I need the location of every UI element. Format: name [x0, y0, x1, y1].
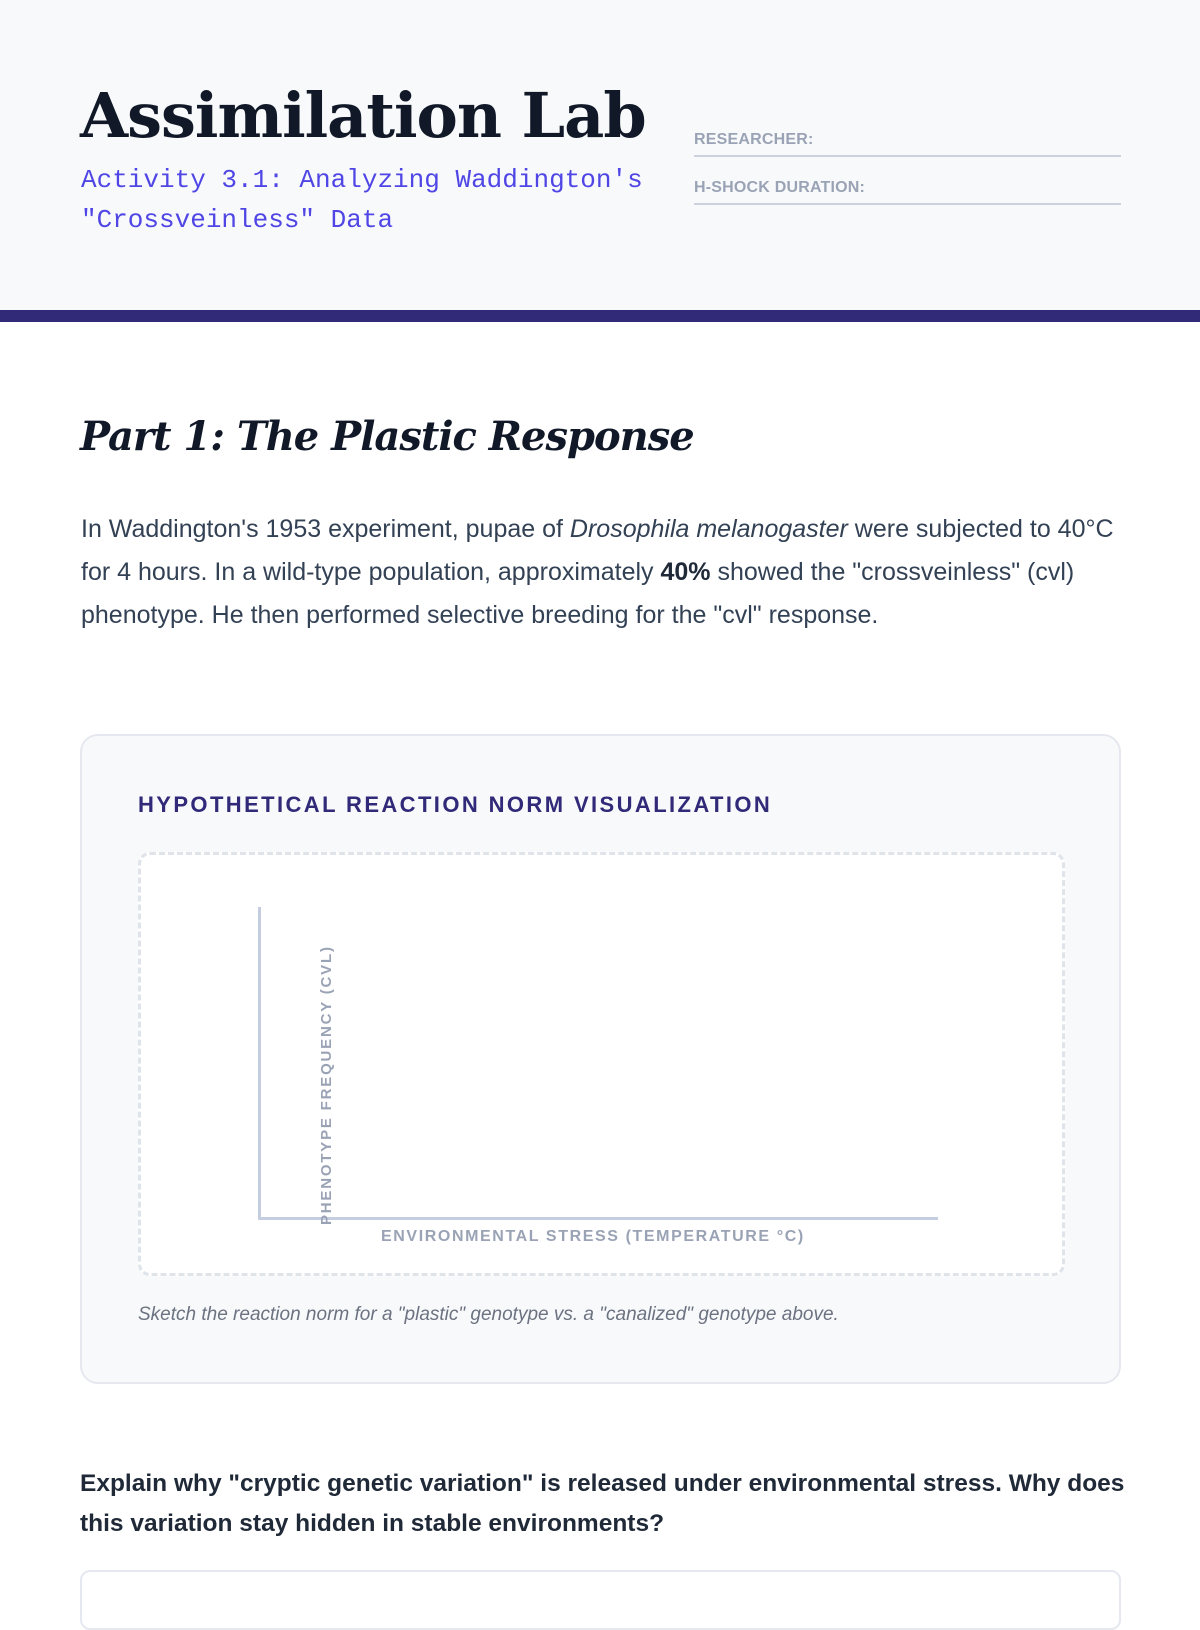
x-axis-line — [258, 1217, 938, 1220]
y-axis-label: PHENOTYPE FREQUENCY (CVL) — [318, 945, 335, 1225]
x-axis-label: ENVIRONMENTAL STRESS (TEMPERATURE °C) — [381, 1228, 805, 1245]
answer-textarea[interactable] — [80, 1570, 1121, 1630]
intro-text-1: In Waddington's 1953 experiment, pupae of — [81, 515, 570, 543]
intro-text-2: were subjected to 40°C for 4 hours. In a wild-type population, approximately — [81, 515, 1114, 586]
heat-shock-duration-field[interactable] — [694, 175, 1121, 205]
heat-shock-duration-label: H-SHOCK DURATION: — [694, 179, 866, 196]
researcher-label: RESEARCHER: — [694, 131, 814, 148]
researcher-field[interactable] — [694, 127, 1121, 157]
page-title: Assimilation Lab — [80, 79, 646, 152]
activity-subtitle: Activity 3.1: Analyzing Waddington's "Crossveinless" Data — [81, 165, 643, 235]
intro-paragraph — [81, 508, 1121, 637]
y-axis-line — [258, 907, 261, 1220]
phenotype-percentage: 40% — [660, 558, 711, 586]
reaction-norm-panel — [80, 734, 1121, 1384]
worksheet-header — [0, 0, 1200, 322]
sketch-instruction-caption: Sketch the reaction norm for a "plastic" genotype vs. a "canalized" genotype above. — [138, 1304, 839, 1325]
section-heading-part-1: Part 1: The Plastic Response — [80, 413, 694, 460]
question-prompt: Explain why "cryptic genetic variation" is released under environmental stress. Why does this variation stay hidden in stable environments? — [80, 1470, 1125, 1537]
species-name: Drosophila melanogaster — [569, 515, 848, 543]
visualization-title: HYPOTHETICAL REACTION NORM VISUALIZATION — [138, 792, 773, 817]
intro-text-3: showed the "crossveinless" (cvl) phenotype. He then performed selective breeding for the "cvl" response. — [81, 558, 1075, 629]
sketch-area[interactable] — [138, 852, 1065, 1276]
